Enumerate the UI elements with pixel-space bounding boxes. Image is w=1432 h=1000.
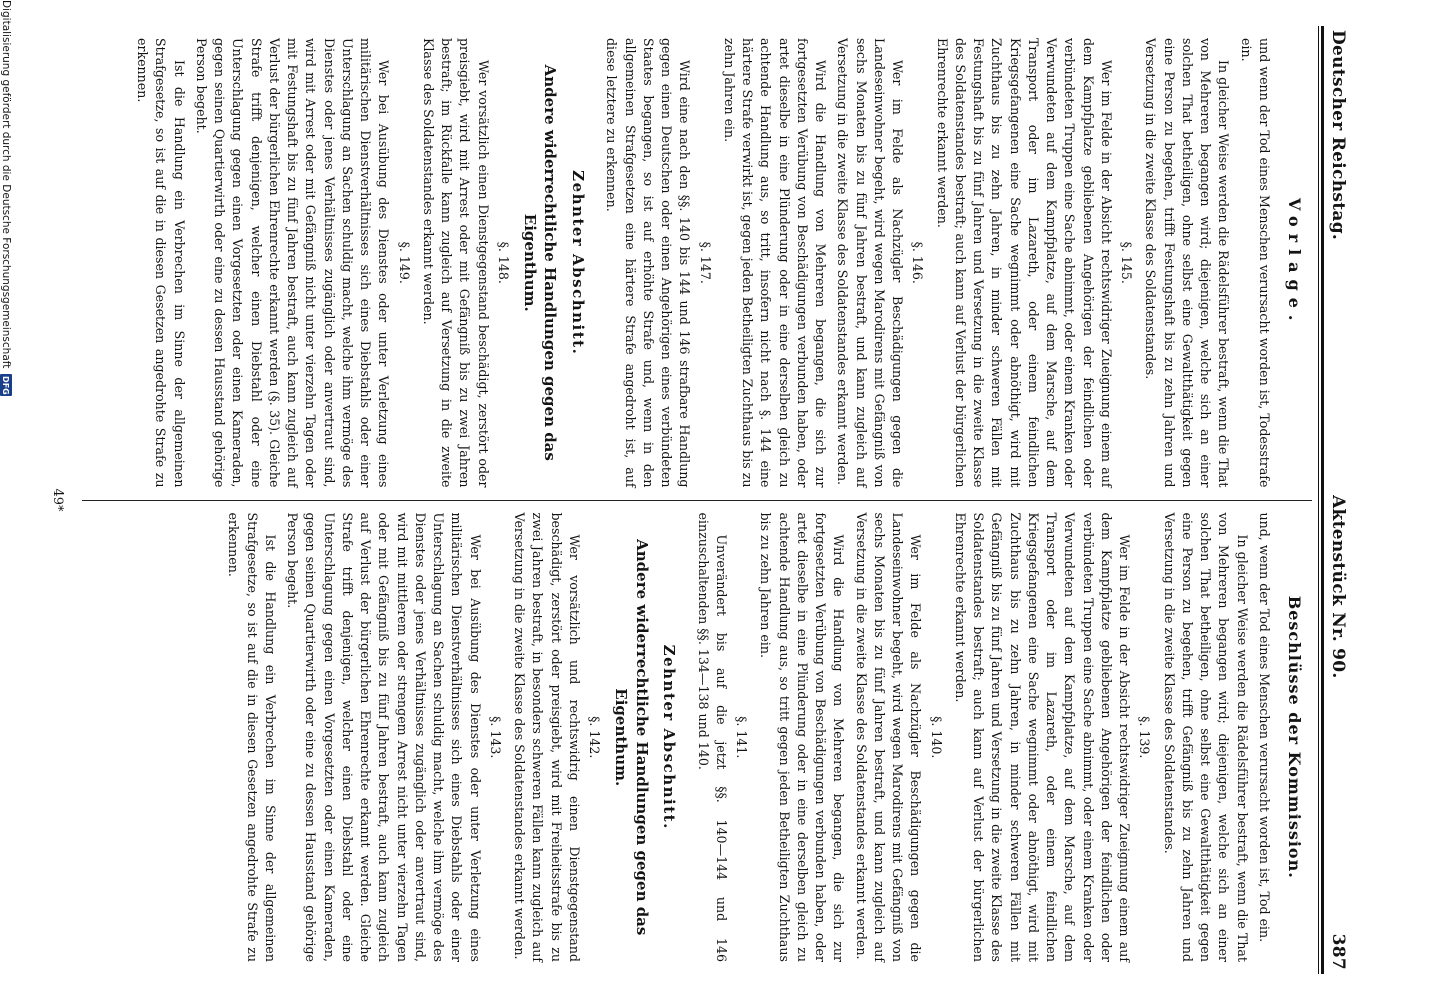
header-rule-thin <box>1318 26 1319 974</box>
right-para-139: Wer im Felde in der Absicht rechtswidriger Zueignung einem auf dem Kampfplatze gebliebenen Angehörigen der feindlichen oder verbündeten Truppen eine Sache abnimmt, oder einem Kranken oder Verwundeten auf dem Kampfplatze, auf dem Marsche, auf dem Transport oder im Lazareth, oder einem feindlichen Kriegsgefangenen eine Sache wegnimmt oder abnöthigt, wird mit Zuchthaus bis zu zehn Jahren, in minder schweren Fällen mit Gefängniß bis zu fünf Jahren und Versetzung in die zweite Klasse des Soldatenstandes bestraft; auch kann auf Verlust der bürgerlichen Ehrenrechte erkannt werden. <box>952 512 1133 962</box>
left-para-148: Wer vorsätzlich einen Dienstgegenstand beschädigt, zerstört oder preisgiebt, wird mit Arrest oder mit Gefängniß bis zu zwei Jahren bestraft; im Rückfalle kann zugleich auf Versetzung in die zweite Klasse des Soldatenstandes erkannt werden. <box>420 38 491 488</box>
section-label-143: §. 143. <box>487 716 503 759</box>
left-para-146b: Wird die Handlung von Mehreren begangen, die sich zur fortgesetzten Verübung von Beschädigungen verbunden haben, oder artet dieselbe in eine Plünderung oder in eine derselben gleich zu achtende Handlung aus, so tritt, insofern nicht nach §. 144 eine härtere Strafe verwirkt ist, gegen jeden Betheiligten Zuchthaus bis zu zehn Jahren ein. <box>721 38 829 488</box>
right-para-142: Wer vorsätzlich und rechtswidrig einen Dienstgegenstand beschädigt, zerstört oder preisgiebt, wird mit Freiheitsstrafe bis zu zwei Jahren bestraft, in besonders schweren Fällen kann zugleich auf Versetzung in die zweite Klasse des Soldatenstandes erkannt werden. <box>512 512 582 962</box>
two-column-body <box>82 26 1312 974</box>
right-para-140b: Wird die Handlung von Mehreren begangen, die sich zur fortgesetzten Verübung von Beschädigungen verbunden haben, oder artet dieselbe in eine Plünderung oder in eine derselben gleich zu achtende Handlung aus, so tritt gegen jeden Betheiligten Zuchthaus bis zu zehn Jahren ein. <box>758 512 847 962</box>
left-section-title: Zehnter Abschnitt. <box>569 170 588 356</box>
section-label-148: §. 148. <box>495 241 511 284</box>
digitization-note: Digitalisierung gefördert durch die Deutsche Forschungsgemeinschaft <box>0 0 12 369</box>
header-left-title: Deutscher Reichstag. <box>1328 30 1348 241</box>
page-header <box>1326 26 1348 974</box>
section-label-141: §. 141. <box>734 716 750 759</box>
header-center-title: Aktenstück Nr. 90. <box>1328 495 1348 679</box>
right-column-kommission <box>82 501 1312 975</box>
right-intro: und, wenn der Tod eines Menschen verursacht worden ist, Tod ein. <box>1256 512 1272 943</box>
right-para-140a: Wer im Felde als Nachzügler Beschädigungen gegen die Landeseinwohner begeht, wird wegen Marodirens mit Gefängniß von sechs Monaten bis zu fünf Jahren bestraft, und kann zugleich auf Versetzung in die zweite Klasse des Soldatenstandes erkannt werden. <box>853 512 924 962</box>
left-para-147: Wird eine nach den §§. 140 bis 144 und 146 strafbare Handlung gegen einen Deutschen oder einen Angehörigen eines verbündeten Staates begangen, so ist auf erhöhte Strafe und, wenn in den allgemeinen Strafgesetzen eine härtere Strafe angedroht ist, auf diese letztere zu erkennen. <box>604 38 693 488</box>
right-para-141: Unverändert bis auf die jetzt §§. 140—144 und 146 einzuschaltenden §§. 134—138 und 140. <box>695 512 729 962</box>
right-section-subtitle: Andere widerrechtliche Handlungen gegen das Eigenthum. <box>612 539 651 936</box>
section-label-142: §. 142. <box>587 716 603 759</box>
right-section-title: Zehnter Abschnitt. <box>660 644 679 830</box>
section-label-147: §. 147. <box>697 241 713 284</box>
section-label-140: §. 140. <box>928 716 944 759</box>
header-rule-thick <box>1321 26 1324 974</box>
left-para-149b: Ist die Handlung ein Verbrechen im Sinne der allgemeinen Strafgesetze, so ist auf die in diesen Gesetzen angedrohte Strafe zu erkennen. <box>135 38 187 488</box>
right-column-title: Beschlüsse der Kommission. <box>1285 595 1304 879</box>
left-para-145: Wer im Felde in der Absicht rechtswidriger Zueignung einem auf dem Kampfplatze gebliebenen Angehörigen der feindlichen oder verbündeten Truppen eine Sache abnimmt, oder einem Kranken oder Verwundeten auf dem Kampfplatze, auf dem Marsche, auf dem Transport oder im Lazareth, oder einem feindlichen Kriegsgefangenen eine Sache wegnimmt oder abnöthigt, wird mit Zuchthaus bis zu zehn Jahren, in minder schweren Fällen mit Festungshaft bis zu fünf Jahren und Versetzung in die zweite Klasse des Soldatenstandes bestraft; auch kann auf Verlust der bürgerlichen Ehrenrechte erkannt werden. <box>934 38 1114 488</box>
dfg-logo: DFG <box>1 376 11 395</box>
left-para-139: In gleicher Weise werden die Rädelsführer bestraft, wenn die That von Mehreren begangen wird; diejenigen, welche sich an einer solchen That betheiligen, ohne selbst eine Gewaltthätigkeit gegen eine Person zu begehen, trifft Festungshaft bis zu zehn Jahren und Versetzung in die zweite Klasse des Soldatenstandes. <box>1143 38 1232 488</box>
left-section-subtitle: Andere widerrechtliche Handlungen gegen das Eigenthum. <box>521 64 560 461</box>
left-column-vorlage <box>82 26 1312 501</box>
digitization-credit <box>0 0 12 1000</box>
page-number: 387 <box>1328 933 1348 970</box>
right-para-143a: Wer bei Ausübung des Dienstes oder unter Verletzung eines militärischen Dienstverhältnisses sich eines Diebstahls oder einer Unterschlagung an Sachen schuldig macht, welche ihm vermöge des Dienstes oder jenes Verhältnisses zugänglich oder anvertraut sind, wird mit mittlerem oder strengem Arrest nicht unter vierzehn Tagen oder mit Gefängniß bis zu fünf Jahren bestraft, auch kann zugleich auf Verlust der bürgerlichen Ehrenrechte erkannt werden. Gleiche Strafe trifft denjenigen, welcher einen Diebstahl oder eine Unterschlagung gegen einen Vorgesetzten oder einen Kameraden, gegen seinen Quartierwirth oder eine zu dessen Hausstand gehörige Person begeht. <box>285 512 483 962</box>
section-label-139: §. 139. <box>1137 716 1153 759</box>
left-intro: und wenn der Tod eines Menschen verursacht worden ist, Todesstrafe ein. <box>1238 38 1272 488</box>
section-label-146: §. 146. <box>910 241 926 284</box>
left-column-title: Vorlage. <box>1285 198 1304 328</box>
left-para-146a: Wer im Felde als Nachzügler Beschädigungen gegen die Landeseinwohner begeht, wird wegen Marodirens mit Gefängniß von sechs Monaten bis zu fünf Jahren bestraft, und kann zugleich auf Versetzung in die zweite Klasse des Soldatenstandes erkannt werden. <box>835 38 906 488</box>
left-para-149a: Wer bei Ausübung des Dienstes oder unter Verletzung eines militärischen Dienstverhältnisses sich eines Diebstahls oder einer Unterschlagung an Sachen schuldig macht, welche ihm vermöge des Dienstes oder jenes Verhältnisses zugänglich oder anvertraut sind, wird mit Arrest oder mit Gefängniß nicht unter vierzehn Tagen oder mit Festungshaft bis zu fünf Jahren bestraft, auch kann zugleich auf Verlust der bürgerlichen Ehrenrechte erkannt werden (§. 35). Gleiche Strafe trifft denjenigen, welcher einen Diebstahl oder eine Unterschlagung gegen einen Vorgesetzten oder einen Kameraden, gegen seinen Quartierwirth oder eine zu dessen Hausstand gehörige Person begeht. <box>193 38 392 488</box>
section-label-149: §. 149. <box>396 241 412 284</box>
right-para-gleicher-weise: In gleicher Weise werden die Rädelsführer bestraft, wenn die That von Mehreren begangen wird; diejenigen, welche sich an einer solchen That betheiligen, ohne selbst eine Gewaltthätigkeit gegen eine Person zu begehen, trifft Gefängniß bis zu zehn Jahren und Versetzung in die zweite Klasse des Soldatenstandes. <box>1161 512 1250 962</box>
section-label-145: §. 145. <box>1119 241 1135 284</box>
right-para-143b: Ist die Handlung ein Verbrechen im Sinne der allgemeinen Strafgesetze, so ist auf die in diesen Gesetzen angedrohte Strafe zu erkennen. <box>226 512 278 962</box>
signature-mark: 49* <box>50 488 65 512</box>
